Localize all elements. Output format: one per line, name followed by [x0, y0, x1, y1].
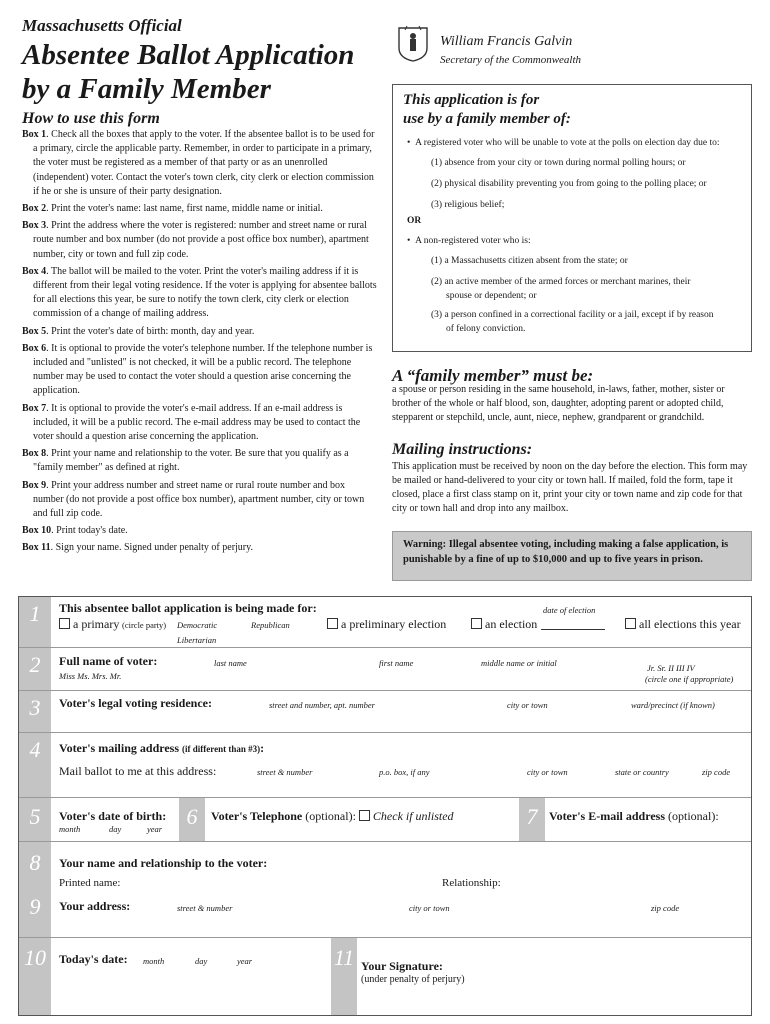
residence-city-label: city or town [507, 700, 548, 710]
box6-title [211, 809, 454, 824]
instruction-label: Box 1 [22, 129, 47, 140]
warning-box: Warning: Illegal absentee voting, including making a false application, is punishable by a fine of up to $10,000 and up to five years in prison. [392, 531, 752, 581]
reason-item: spouse or dependent; or [446, 291, 537, 301]
instruction-text: . It is optional to provide the voter's e-mail address. If an e-mail address is included, it will be a public record. The e-mail address may be used to contact the voter should a question arise concerning the application. [33, 402, 361, 443]
primary-label: a primary [73, 617, 120, 631]
instruction-text: . Check all the boxes that apply to the voter. If the absentee ballot is to be used for a primary, circle the applicable party. Remember, in order to participate in a primary, the voter must be registered as a member of that party or as an unenrolled (independent) voter. Contact the voter's town clerk, city clerk or election commission if he or she is unsure of their party designation. [33, 129, 375, 197]
ward-precinct-label: ward/precinct (if known) [631, 700, 715, 710]
mailing-street-label: street & number [257, 767, 313, 777]
party-libertarian[interactable]: Libertarian [177, 635, 217, 645]
box-number-10: 10 [19, 938, 51, 1015]
box10-colon: : [123, 952, 128, 966]
name-prefix[interactable]: Miss Ms. Mrs. Mr. [59, 671, 122, 681]
last-name-label: last name [214, 658, 247, 668]
box6-title-text: Voter's Telephone [211, 809, 303, 823]
eligibility-title-line-2: use by a family member of: [403, 111, 571, 127]
instruction-text: . It is optional to provide the voter's telephone number. If the telephone number is included and "unlisted" is not checked, it will be a public record. The telephone number may be used to contact the voter should a question arise concerning the application. [33, 342, 373, 397]
instruction-label: Box 3 [22, 220, 47, 232]
row-divider [19, 797, 751, 798]
box-number-6: 6 [179, 798, 205, 841]
today-year-label: year [237, 956, 253, 966]
mailing-text: This application must be received by noon on the day before the election. This form may be mailed or hand-delivered to your city or town hall. If mailed, fold the form, tape it closed, place a first class stamp on it, print your city or town name and zip code for that city or town hall and drop into any mailbox. [392, 461, 748, 514]
box8-title: Your name and relationship to the voter: [59, 856, 268, 870]
first-name-label: first name [379, 658, 414, 668]
box-number-1: 1 [19, 597, 51, 647]
box7-title [549, 809, 719, 824]
instruction-label: Box 9 [22, 479, 47, 491]
box4-title-text: Voter's mailing address [59, 741, 180, 755]
today-day-label: day [195, 956, 208, 966]
all-elections-option[interactable] [625, 617, 741, 632]
mailing-title: Mailing instructions: [392, 441, 533, 458]
party-democratic[interactable]: Democratic [177, 620, 218, 630]
primary-option[interactable] [59, 617, 119, 632]
box4-note: (if different than #3) [182, 744, 261, 754]
mailing-zip-label: zip code [702, 767, 731, 777]
box-number-2: 2 [19, 648, 51, 690]
box4-title [59, 741, 264, 756]
instruction-box-9 [22, 479, 377, 522]
instruction-text: . Print your address number and street name or rural route number and box number (do not provide a post office box number), apartment number, city or town and full zip code. [33, 479, 365, 520]
circle-party-note: (circle party) [122, 620, 167, 630]
mailing-state-label: state or country [615, 767, 669, 777]
box7-optional: (optional): [668, 809, 719, 823]
all-elections-label: all elections this year [639, 617, 741, 631]
dob-year-label: year [147, 824, 163, 834]
row-divider [19, 647, 751, 648]
reason-item: (1) absence from your city or town during normal polling hours; or [431, 158, 686, 168]
instruction-label: Box 2 [22, 203, 47, 215]
howto-title: How to use this form [22, 110, 160, 127]
unlisted-checkbox[interactable] [359, 810, 370, 821]
instruction-label: Box 7 [22, 402, 47, 414]
instruction-text: . Print the address where the voter is registered: number and street name or rural route number and box number (do not provide a post office box number), apartment number, city or town and full zip code. [33, 220, 369, 260]
reason-item: (3) a person confined in a correctional facility or a jail, except if by reason [431, 310, 714, 320]
instruction-text: . Print the voter's name: last name, first name, middle name or initial. [46, 203, 323, 215]
printed-name-label: Printed name: [59, 877, 121, 889]
residence-street-label: street and number, apt. number [269, 700, 375, 710]
official-title: Secretary of the Commonwealth [440, 54, 582, 66]
bullet-registered-text: A registered voter who will be unable to vote at the polls on election day due to: [415, 138, 720, 148]
box3-title: Voter's legal voting residence: [59, 696, 212, 710]
relationship-label: Relationship: [442, 877, 501, 889]
box7-title-text: Voter's E-mail address [549, 809, 666, 823]
row-divider [19, 732, 751, 733]
family-member-title: A “family member” must be: [392, 366, 594, 385]
instructions-list [22, 128, 377, 559]
box1-title: This absentee ballot application is being made for: [59, 601, 317, 615]
instruction-box-3 [22, 219, 377, 262]
dob-month-label: month [59, 824, 81, 834]
row-divider [19, 690, 751, 691]
unlisted-label: Check if unlisted [372, 809, 454, 823]
all-elections-checkbox[interactable] [625, 618, 636, 629]
instruction-text: . Print your name and relationship to the voter. Be sure that you qualify as a "family member" as defined at right. [33, 448, 349, 474]
suffix-note: (circle one if appropriate) [645, 674, 734, 684]
instruction-label: Box 5 [22, 325, 47, 337]
election-option[interactable] [471, 617, 537, 632]
box-number-7: 7 [519, 798, 545, 841]
eligibility-title-line-1: This application is for [403, 92, 540, 108]
instruction-label: Box 10 [22, 525, 52, 537]
box-number-4: 4 [19, 733, 51, 797]
reason-item: (1) a Massachusetts citizen absent from the state; or [431, 256, 628, 266]
box-number-5: 5 [19, 798, 51, 841]
middle-name-label: middle name or initial [481, 658, 557, 668]
box6-optional: (optional): [305, 809, 356, 823]
mailing-pobox-label: p.o. box, if any [379, 767, 430, 777]
box-number-8: 8 [29, 850, 41, 875]
reason-item: of felony conviction. [446, 324, 526, 334]
instruction-box-8 [22, 447, 377, 475]
application-form [18, 596, 752, 1016]
preliminary-checkbox[interactable] [327, 618, 338, 629]
date-of-election-label: date of election [543, 605, 596, 615]
election-label: an election [485, 617, 538, 631]
instruction-box-11 [22, 541, 377, 555]
instruction-box-7 [22, 402, 377, 445]
header-subtitle: Massachusetts Official [22, 16, 182, 35]
dob-day-label: day [109, 824, 122, 834]
mail-ballot-label: Mail ballot to me at this address: [59, 764, 217, 778]
page-title-line-1: Absentee Ballot Application [22, 39, 355, 71]
instruction-label: Box 11 [22, 542, 51, 554]
page-title-line-2: by a Family Member [22, 73, 271, 105]
page-title [22, 38, 392, 106]
bullet-non-registered: • A non-registered voter who is: [407, 236, 531, 246]
eligibility-title [403, 91, 571, 129]
perjury-note: (under penalty of perjury) [361, 974, 465, 985]
instruction-box-2 [22, 202, 377, 216]
reason-item: (2) an active member of the armed forces or merchant marines, their [431, 277, 691, 287]
instruction-text: . Print the voter's date of birth: month, day and year. [46, 325, 255, 337]
preliminary-label: a preliminary election [341, 617, 447, 631]
your-city-label: city or town [409, 903, 450, 913]
row-divider [19, 841, 751, 842]
instruction-text: . The ballot will be mailed to the voter. Print the voter's mailing address if it is different from their legal voting residence. If the voter is applying for absentee ballots for all elections this year, be sure to notify the town clerk, city clerk or election commission of a change of mailing address. [33, 265, 377, 320]
name-suffix[interactable]: Jr. Sr. II III IV [647, 663, 695, 673]
instruction-label: Box 6 [22, 342, 47, 354]
instruction-box-5 [22, 325, 377, 339]
date-of-election-line[interactable] [541, 629, 605, 630]
instruction-label: Box 4 [22, 265, 47, 277]
box-number-11: 11 [331, 938, 357, 1015]
family-member-text: a spouse or person residing in the same household, in-laws, father, mother, sister or brother of the whole or half blood, son, daughter, adopting parent or adopted child, stepparent or stepchild, uncle, aunt, niece, nephew, grandparent or grandchild. [392, 384, 725, 423]
box9-title: Your address: [59, 899, 131, 913]
primary-checkbox[interactable] [59, 618, 70, 629]
row-divider [19, 937, 751, 938]
instruction-box-10 [22, 524, 377, 538]
box10-title [59, 952, 128, 967]
instruction-text: . Sign your name. Signed under penalty of perjury. [50, 542, 253, 554]
box4-colon: : [260, 741, 265, 755]
preliminary-option[interactable] [327, 617, 446, 632]
massachusetts-seal-icon [395, 22, 431, 62]
box5-title: Voter's date of birth: [59, 809, 167, 823]
instruction-box-1 [22, 128, 377, 199]
box-number-8-9-column [19, 842, 51, 952]
eligibility-box [392, 84, 752, 352]
box2-title: Full name of voter: [59, 654, 158, 668]
party-republican[interactable]: Republican [251, 620, 290, 630]
instruction-text: . Print today's date. [51, 525, 128, 537]
official-name: William Francis Galvin [440, 34, 573, 49]
reason-item: (2) physical disability preventing you from going to the polling place; or [431, 179, 707, 189]
box11-title: Your Signature: [361, 959, 443, 973]
bullet-non-registered-text: A non-registered voter who is: [415, 236, 531, 246]
today-month-label: month [143, 956, 165, 966]
your-street-label: street & number [177, 903, 233, 913]
instruction-label: Box 8 [22, 448, 47, 460]
box-number-3: 3 [19, 691, 51, 732]
or-separator: OR [407, 216, 422, 226]
box-number-9: 9 [29, 894, 41, 919]
reason-item: (3) religious belief; [431, 200, 505, 210]
box10-title-text: Today's date [59, 952, 124, 966]
your-zip-label: zip code [651, 903, 680, 913]
instruction-box-4 [22, 265, 377, 322]
election-checkbox[interactable] [471, 618, 482, 629]
bullet-registered: • A registered voter who will be unable to vote at the polls on election day due to: [407, 138, 720, 148]
mailing-city-label: city or town [527, 767, 568, 777]
instruction-box-6 [22, 342, 377, 399]
